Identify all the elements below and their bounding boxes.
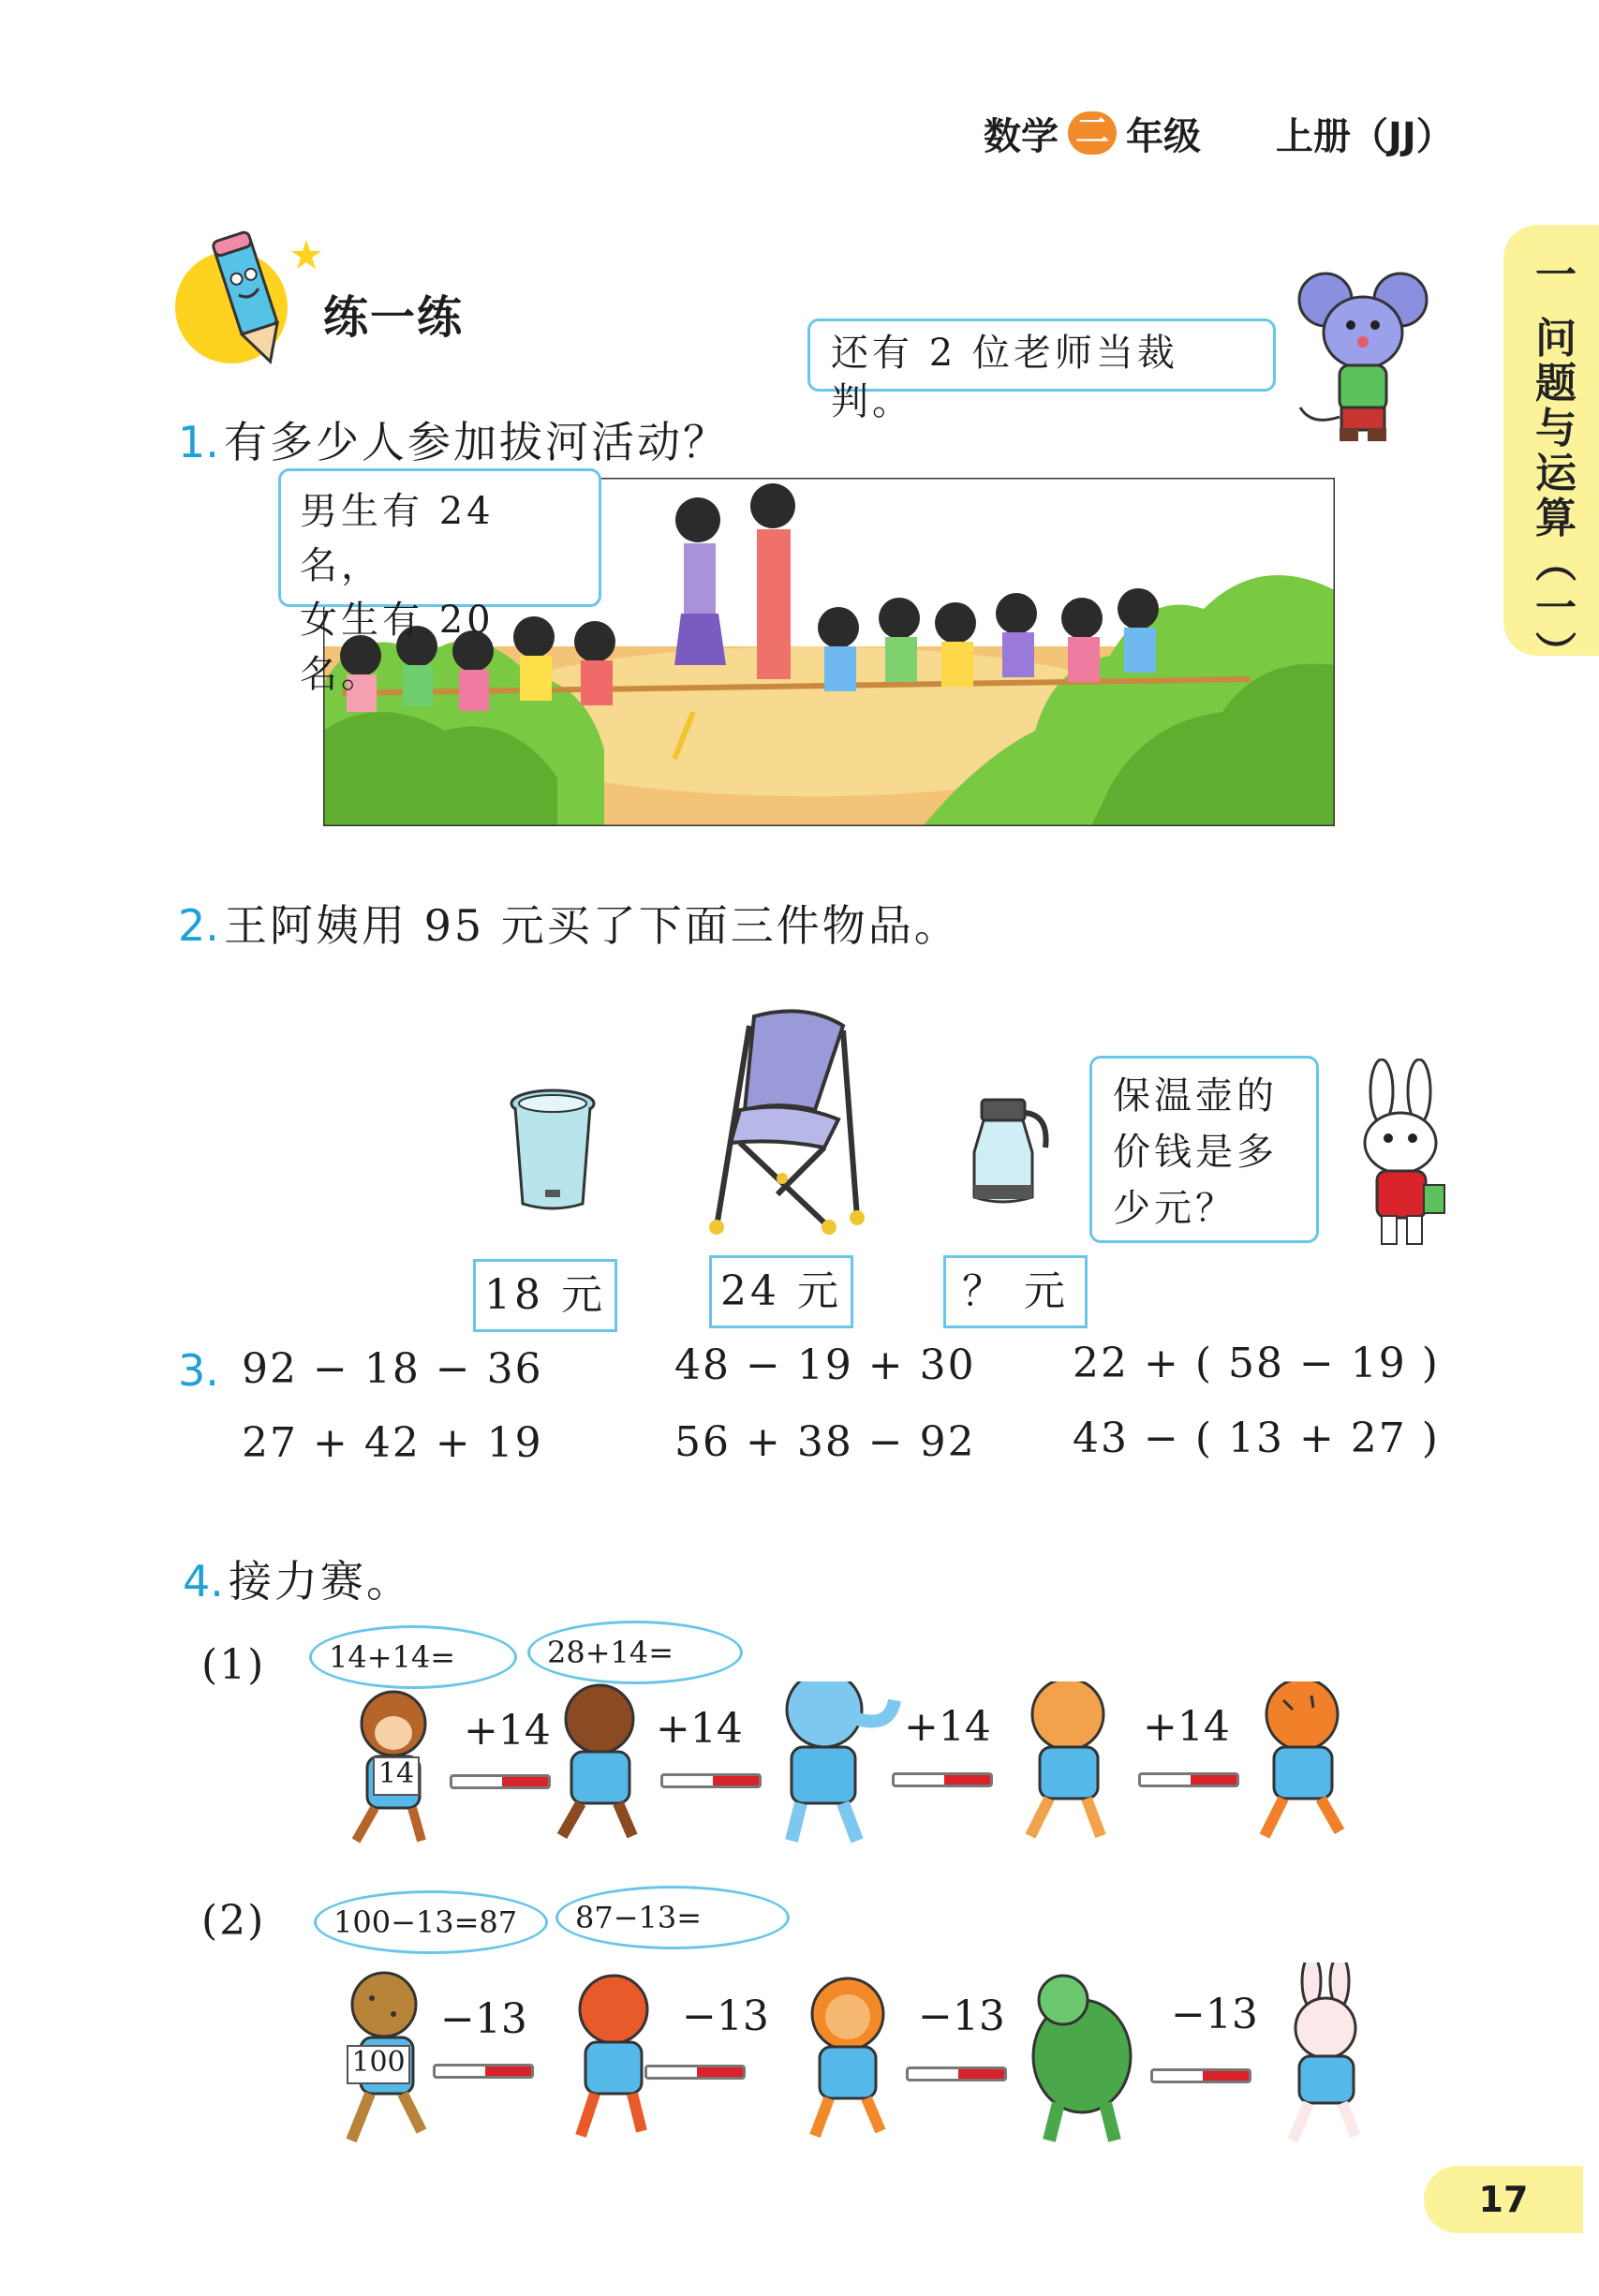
section-title: 练一练 (323, 291, 465, 344)
baton-icon (644, 2065, 746, 2080)
baton-icon (906, 2066, 1007, 2081)
problem-1-number: 1. (178, 417, 219, 467)
part-1-label: (1) (201, 1641, 266, 1689)
expression-5: 56 + 38 − 92 (674, 1418, 976, 1466)
part-2-oval-2: 87−13= (555, 1886, 790, 1949)
part-1-oval-1: 14+14= (309, 1625, 517, 1689)
part-2-op-1: −13 (440, 1995, 527, 2043)
rabbit-speech-bubble (1089, 1056, 1319, 1243)
problem-3-number: 3. (178, 1345, 219, 1396)
price-tag-trash-bin: 18 元 (473, 1259, 617, 1332)
rabbit-bubble-line-1: 保温壶的 (1113, 1074, 1278, 1118)
subject-label: 数学 (984, 114, 1059, 158)
mouse-character-icon (1293, 267, 1433, 454)
problem-4-number: 4. (183, 1556, 224, 1607)
part-2-op-4: −13 (1171, 1991, 1258, 2038)
thermos-icon (955, 1096, 1059, 1207)
price-tag-folding-chair: 24 元 (709, 1255, 853, 1328)
start-bib-part-2: 100 (347, 2045, 410, 2084)
part-2-op-2: −13 (682, 1992, 769, 2040)
part-2-op-3: −13 (918, 1992, 1005, 2040)
rabbit-bubble-line-3: 少元？ (1113, 1187, 1236, 1230)
problem-1-question: 有多少人参加拔河活动？ (223, 417, 729, 467)
price-tag-thermos: ？ 元 (943, 1255, 1088, 1328)
part-2-oval-1: 100−13=87 (314, 1890, 548, 1954)
boys-girls-speech-bubble (278, 468, 601, 696)
baton-icon (1150, 2068, 1251, 2083)
chapter-title: 一 问题与运算（一） (1528, 253, 1576, 676)
page-header (984, 105, 1454, 161)
volume-label: 上册（JJ） (1276, 114, 1454, 158)
expression-6: 43 − ( 13 + 27 ) (1073, 1415, 1440, 1462)
baton-icon (892, 1772, 993, 1787)
bubble-line-girls: 女生有 20 名。 (300, 599, 495, 696)
problem-2-question: 王阿姨用 95 元买了下面三件物品。 (223, 900, 960, 951)
pencil-mascot-icon (173, 225, 323, 375)
part-1-op-2: +14 (656, 1705, 743, 1753)
rabbit-bubble-line-2: 价钱是多 (1113, 1131, 1278, 1174)
problem-2-number: 2. (178, 900, 219, 951)
baton-icon (433, 2064, 534, 2079)
expression-2: 48 − 19 + 30 (674, 1341, 976, 1389)
expression-1: 92 − 18 − 36 (242, 1345, 543, 1393)
part-2-label: (2) (201, 1897, 266, 1945)
trash-bin-icon (506, 1087, 600, 1213)
expression-3: 22 + ( 58 − 19 ) (1073, 1340, 1440, 1387)
baton-icon (660, 1773, 762, 1788)
problem-1 (178, 408, 729, 470)
problem-4 (183, 1548, 412, 1609)
part-1-op-4: +14 (1143, 1703, 1230, 1751)
baton-icon (1138, 1772, 1239, 1787)
problem-2 (178, 892, 960, 954)
grade-badge: 二 (1068, 111, 1117, 155)
part-1-op-1: +14 (464, 1707, 551, 1755)
grade-suffix: 年级 (1126, 114, 1201, 158)
part-1-op-3: +14 (904, 1703, 991, 1751)
page-number: 17 (1424, 2166, 1583, 2233)
bubble-line-boys: 男生有 24 名， (300, 490, 495, 587)
expression-4: 27 + 42 + 19 (242, 1419, 543, 1467)
part-1-oval-2: 28+14= (527, 1621, 743, 1684)
mouse-speech-bubble (807, 318, 1276, 423)
start-bib-part-1: 14 (373, 1756, 420, 1796)
mouse-bubble-text: 还有 2 位老师当裁判。 (831, 332, 1178, 423)
baton-icon (450, 1774, 551, 1789)
rabbit-character-icon (1340, 1059, 1461, 1255)
problem-4-title: 接力赛。 (228, 1556, 412, 1607)
folding-chair-icon (703, 1007, 866, 1241)
